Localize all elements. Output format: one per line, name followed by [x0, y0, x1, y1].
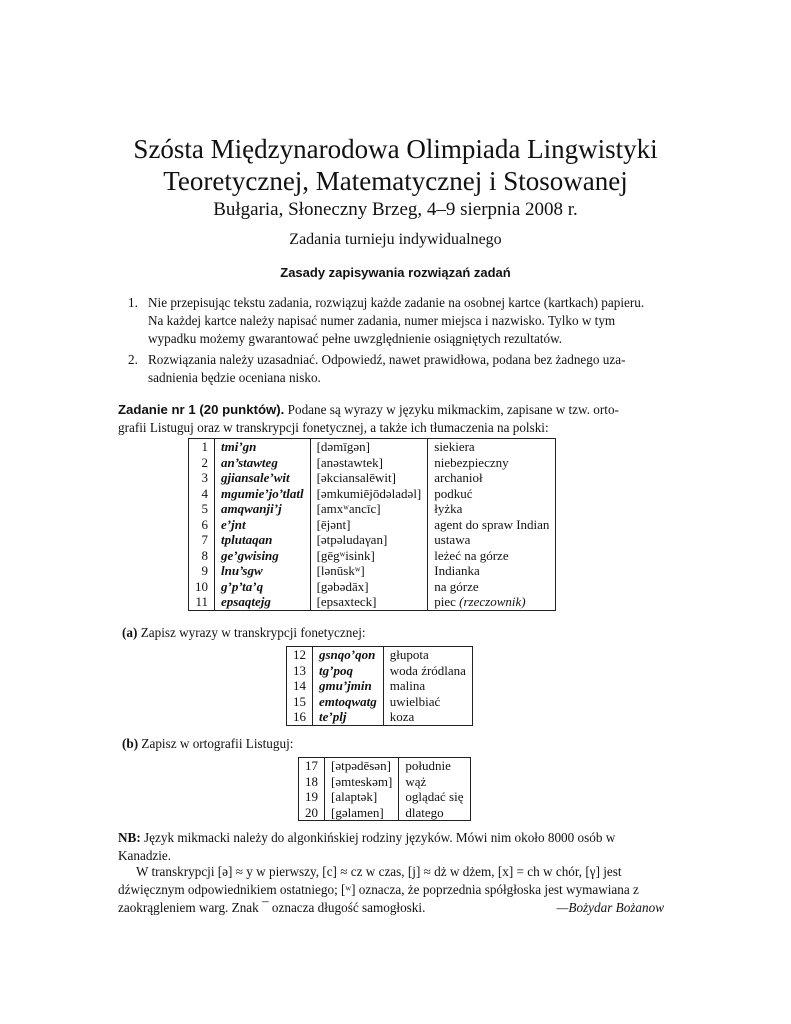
listuguj-word: mgumie’jo’tlatl	[215, 486, 311, 502]
translation-text: siekiera	[434, 439, 475, 454]
transcription: [amxʷancīc]	[310, 501, 428, 517]
transcription: [ətpəludaγan]	[310, 532, 428, 548]
transcription: [ējənt]	[310, 517, 428, 533]
transcription: [dəmīgən]	[310, 439, 428, 455]
transcription: [əmteskəm]	[325, 774, 399, 790]
table-row	[189, 439, 556, 455]
row-number: 19	[299, 789, 325, 805]
table-row	[189, 579, 556, 595]
translation-text: ustawa	[434, 532, 471, 547]
translation-note: (rzeczownik)	[459, 594, 526, 609]
rule-line: Rozwiązania należy uzasadniać. Odpowiedź, nawet prawidłowa, podana bez żadnego uza-	[148, 352, 626, 367]
row-number: 3	[189, 470, 215, 486]
transcription: [alaptək]	[325, 789, 399, 805]
translation-text: Indianka	[434, 563, 480, 578]
table-row	[299, 758, 471, 774]
rules-heading: Zasady zapisywania rozwiązań zadań	[280, 265, 511, 280]
rule-line: Nie przepisując tekstu zadania, rozwiązuj każde zadanie na osobnej kartce (kartkach) papieru.	[148, 295, 645, 310]
listuguj-word: tmi’gn	[215, 439, 311, 455]
listuguj-word: g’p’ta’q	[215, 579, 311, 595]
translation-text: niebezpieczny	[434, 454, 509, 470]
translation	[428, 594, 556, 610]
row-number: 9	[189, 563, 215, 579]
translation	[428, 486, 556, 502]
row-number: 16	[287, 709, 313, 725]
transcription: [gəlamen]	[325, 805, 399, 821]
translation-text: podkuć	[434, 485, 473, 501]
part-a-prompt	[122, 624, 366, 642]
listuguj-word: gjiansale’wit	[215, 470, 311, 486]
listuguj-word: an’stawteg	[215, 455, 311, 471]
translation: malina	[383, 678, 472, 694]
listuguj-word: gmu’jmin	[313, 678, 384, 694]
table-row	[299, 774, 471, 790]
rule-line: wypadku możemy gwarantować pełne uwzględnienie osiągniętych rezultatów.	[148, 331, 563, 346]
table-row	[189, 563, 556, 579]
translation	[428, 501, 556, 517]
table-row	[189, 594, 556, 610]
table-row	[299, 789, 471, 805]
main-word-table	[188, 438, 556, 611]
row-number: 14	[287, 678, 313, 694]
author: —Bożydar Bożanow	[556, 900, 664, 915]
rule-number: 1.	[128, 295, 138, 310]
table-row	[189, 501, 556, 517]
translation-text: piec	[434, 594, 456, 609]
nb-note	[118, 829, 664, 865]
trans-line1: W transkrypcji [ə] ≈ y w pierwszy, [c] ≈ cz w czas, [j] ≈ dż w dżem, [x] = ch w chór, [γ] jest	[136, 864, 622, 879]
translation	[428, 563, 556, 579]
part-b-text: Zapisz w ortografii Listuguj:	[141, 736, 294, 751]
translation: koza	[383, 709, 472, 725]
row-number: 10	[189, 579, 215, 595]
listuguj-word: tg’poq	[313, 663, 384, 679]
translation	[428, 470, 556, 486]
part-b-prompt	[122, 735, 293, 753]
listuguj-word: e’jnt	[215, 517, 311, 533]
task-intro	[118, 401, 664, 437]
row-number: 6	[189, 517, 215, 533]
listuguj-word: gsnqo’qon	[313, 647, 384, 663]
trans-line3: zaokrągleniem warg. Znak ¯ oznacza długość samogłoski.	[118, 900, 426, 915]
task-heading: Zadanie nr 1 (20 punktów).	[118, 402, 285, 417]
translation-text: na górze	[434, 578, 479, 594]
row-number: 8	[189, 548, 215, 564]
page-title-line1: Szósta Międzynarodowa Olimpiada Lingwistyki	[133, 134, 658, 164]
row-number: 12	[287, 647, 313, 663]
table-row	[189, 486, 556, 502]
translation-text: leżeć na górze	[434, 547, 509, 563]
rule-line: Na każdej kartce należy napisać numer zadania, numer miejsca i nazwisko. Tylko w tym	[148, 313, 616, 328]
subtitle: Zadania turnieju indywidualnego	[289, 231, 502, 248]
table-row	[189, 532, 556, 548]
transcription: [gēgʷisink]	[310, 548, 428, 564]
translation-text: archanioł	[434, 470, 483, 485]
row-number: 20	[299, 805, 325, 821]
translation: głupota	[383, 647, 472, 663]
task-intro-line1: Podane są wyrazy w języku mikmackim, zapisane w tzw. orto-	[287, 402, 619, 417]
rule-line: sadnienia będzie oceniana nisko.	[148, 370, 321, 385]
row-number: 17	[299, 758, 325, 774]
table-row	[189, 470, 556, 486]
listuguj-word: tplutaqan	[215, 532, 311, 548]
transcription: [ətpədēsən]	[325, 758, 399, 774]
translation-text: łyżka	[434, 501, 463, 516]
table-row	[189, 455, 556, 471]
nb-line1: Język mikmacki należy do algonkińskiej rodziny języków. Mówi nim około 8000 osób w	[144, 830, 616, 845]
transcription: [əmkumiējōdəladəl]	[310, 486, 428, 502]
translation	[428, 548, 556, 564]
rule-item-1	[128, 294, 664, 348]
translation	[428, 439, 556, 455]
translation	[428, 517, 556, 533]
part-a-text: Zapisz wyrazy w transkrypcji fonetycznej:	[140, 625, 366, 640]
translation	[428, 579, 556, 595]
translation: woda źródlana	[383, 663, 472, 679]
listuguj-word: amqwanji’j	[215, 501, 311, 517]
rule-number: 2.	[128, 352, 138, 367]
listuguj-word: ge’gwising	[215, 548, 311, 564]
task-intro-line2: grafii Listuguj oraz w transkrypcji fonetycznej, a także ich tłumaczenia na polski:	[118, 420, 549, 435]
transcription: [epsaxteck]	[310, 594, 428, 610]
table-row	[287, 647, 473, 663]
row-number: 15	[287, 694, 313, 710]
transcription: [gəbədāx]	[310, 579, 428, 595]
translation: dlatego	[399, 805, 470, 821]
rule-item-2	[128, 351, 664, 387]
trans-line2: dźwięcznym odpowiednikiem ostatniego; [ʷ] oznacza, że poprzednia spółgłoska jest wymawiana z	[118, 882, 639, 897]
translation: uwielbiać	[383, 694, 472, 710]
translation: południe	[399, 758, 470, 774]
nb-line2: Kanadzie.	[118, 848, 172, 863]
listuguj-word: lnu’sgw	[215, 563, 311, 579]
table-row	[189, 548, 556, 564]
listuguj-word: epsaqtejg	[215, 594, 311, 610]
listuguj-word: emtoqwatg	[313, 694, 384, 710]
transcription: [əkciansalēwit]	[310, 470, 428, 486]
row-number: 2	[189, 455, 215, 471]
place-date: Bułgaria, Słoneczny Brzeg, 4–9 sierpnia 2008 r.	[213, 199, 578, 220]
part-b-label: (b)	[122, 736, 139, 751]
nb-label: NB:	[118, 830, 141, 845]
row-number: 11	[189, 594, 215, 610]
translation-text: agent do spraw Indian	[434, 516, 550, 532]
part-a-label: (a)	[122, 625, 138, 640]
table-row	[287, 663, 473, 679]
part-a-table	[286, 646, 473, 726]
table-row	[287, 678, 473, 694]
table-row	[189, 517, 556, 533]
row-number: 7	[189, 532, 215, 548]
row-number: 5	[189, 501, 215, 517]
part-b-table	[298, 757, 471, 821]
translation	[428, 532, 556, 548]
row-number: 13	[287, 663, 313, 679]
table-row	[287, 694, 473, 710]
translation: wąż	[399, 774, 470, 790]
transcription: [anəstawtek]	[310, 455, 428, 471]
transcription: [lənūskʷ]	[310, 563, 428, 579]
translation: oglądać się	[399, 789, 470, 805]
listuguj-word: te’plj	[313, 709, 384, 725]
translation	[428, 455, 556, 471]
table-row	[299, 805, 471, 821]
row-number: 18	[299, 774, 325, 790]
table-row	[287, 709, 473, 725]
transcription-note	[118, 863, 664, 917]
page-title-line2: Teoretycznej, Matematycznej i Stosowanej	[163, 166, 628, 196]
row-number: 1	[189, 439, 215, 455]
row-number: 4	[189, 486, 215, 502]
